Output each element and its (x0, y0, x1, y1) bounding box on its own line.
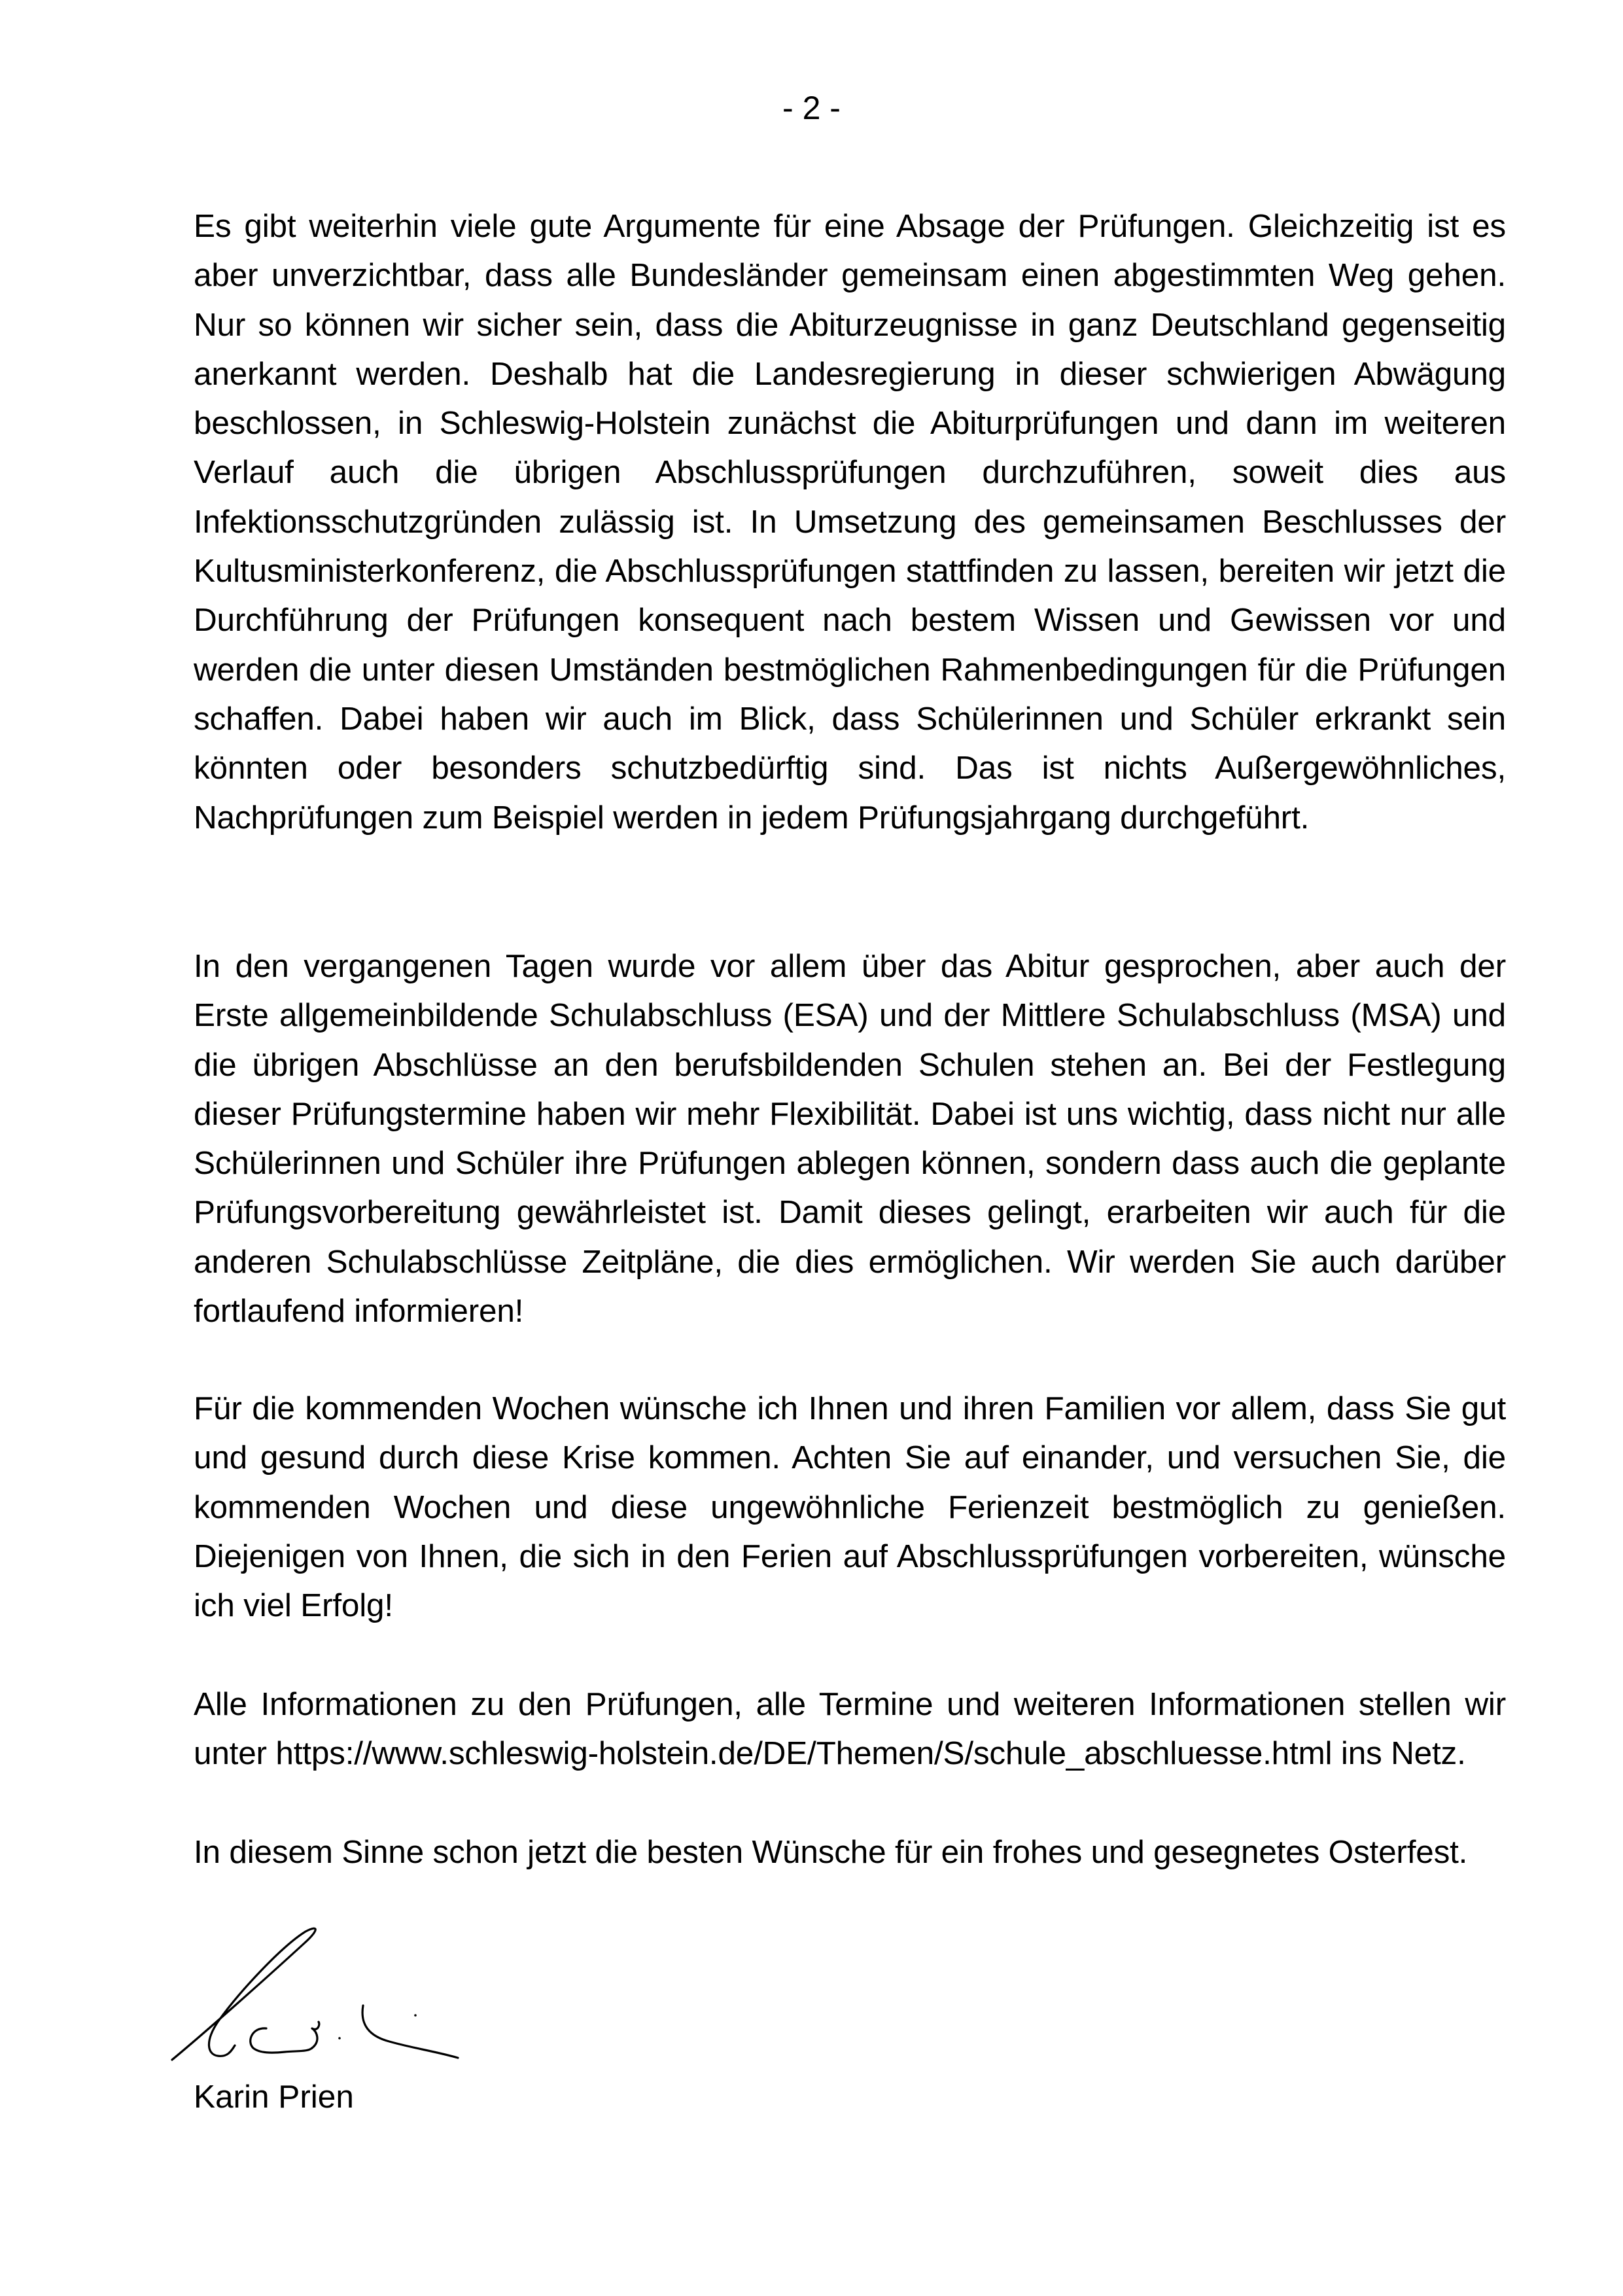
paragraph-easter-greeting: In diesem Sinne schon jetzt die besten Wünsche für ein frohes und gesegnetes Osterfest. (194, 1834, 1468, 1870)
signer-name: Karin Prien (194, 2079, 354, 2115)
paragraph-information-link: Alle Informationen zu den Prüfungen, alle Termine und weiteren Informationen stellen wir unter https://www.schleswig-holstein.de/DE/Themen/S/schule_abschluesse.html ins Netz. (194, 1686, 1506, 1772)
handwritten-signature (167, 1917, 474, 2081)
signature-block (167, 1917, 559, 2179)
paragraph-wishes: Für die kommenden Wochen wünsche ich Ihnen und ihren Familien vor allem, dass Sie gut und gesund durch diese Krise kommen. Achten Sie auf einander, und versuchen Sie, die kommenden Wochen und diese ungewöhnliche Ferienzeit bestmöglich zu genießen. Diejenigen von Ihnen, die sich in den Ferien auf Abschlussprüfungen vorbereiten, wünsche ich viel Erfolg! (194, 1390, 1506, 1624)
paragraph-exams-decision: Es gibt weiterhin viele gute Argumente für eine Absage der Prüfungen. Gleichzeitig ist es aber unverzichtbar, dass alle Bundesländer gemeinsam einen abgestimmten Weg gehen. Nur so können wir sicher sein, dass die Abiturzeugnisse in ganz Deutschland gegenseitig anerkannt werden. Deshalb hat die Landesregierung in dieser schwierigen Abwägung beschlossen, in Schleswig-Holstein zunächst die Abiturprüfungen und dann im weiteren Verlauf auch die übrigen Abschlussprüfungen durchzuführen, soweit dies aus Infektionsschutzgründen zulässig ist. In Umsetzung des gemeinsamen Beschlusses der Kultusministerkonferenz, die Abschlussprüfungen stattfinden zu lassen, bereiten wir jetzt die Durchführung der Prüfungen konsequent nach bestem Wissen und Gewissen vor und werden die unter diesen Umständen bestmöglichen Rahmenbedingungen für die Prüfungen schaffen. Dabei haben wir auch im Blick, dass Schülerinnen und Schüler erkrankt sein könnten oder besonders schutzbedürftig sind. Das ist nichts Außergewöhnliches, Nachprüfungen zum Beispiel werden in jedem Prüfungsjahrgang durchgeführt. (194, 208, 1506, 836)
page-number: - 2 - (782, 90, 841, 126)
paragraph-other-qualifications: In den vergangenen Tagen wurde vor allem über das Abitur gesprochen, aber auch der Erste allgemeinbildende Schulabschluss (ESA) und der Mittlere Schulabschluss (MSA) und die übrigen Abschlüsse an den berufsbildenden Schulen stehen an. Bei der Festlegung dieser Prüfungstermine haben wir mehr Flexibilität. Dabei ist uns wichtig, dass nicht nur alle Schülerinnen und Schüler ihre Prüfungen ablegen können, sondern dass auch die geplante Prüfungsvorbereitung gewährleistet ist. Damit dieses gelingt, erarbeiten wir auch für die anderen Schulabschlüsse Zeitpläne, die dies ermöglichen. Wir werden Sie auch darüber fortlaufend informieren! (194, 948, 1506, 1330)
